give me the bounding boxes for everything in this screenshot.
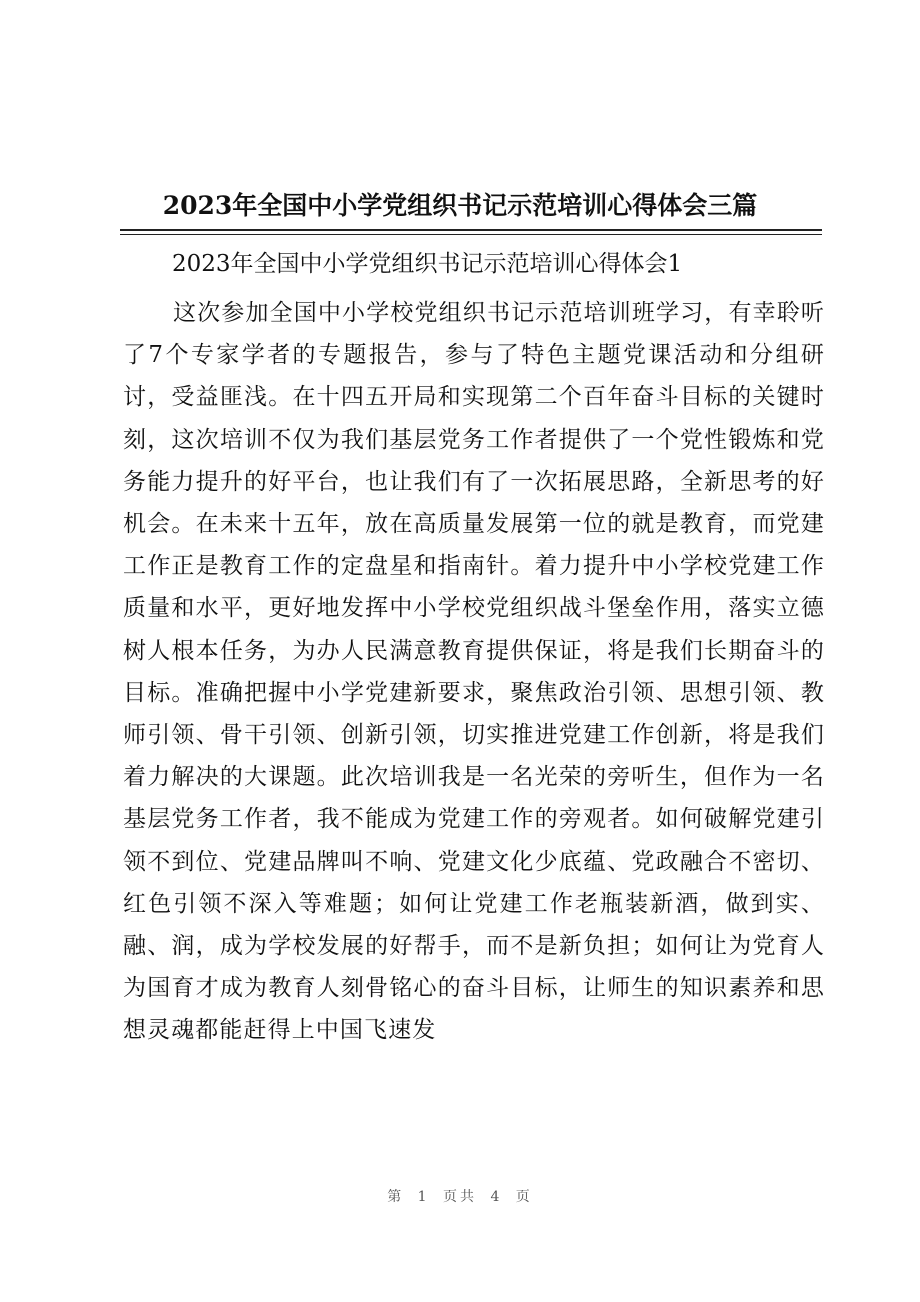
page-number-footer: 第 1 页共 4 页 [387, 1189, 533, 1205]
body-paragraph: 这次参加全国中小学校党组织书记示范培训班学习，有幸聆听了7个专家学者的专题报告，参与了特色主题党课活动和分组研讨，受益匪浅。在十四五开局和实现第二个百年奋斗目标的关键时刻，这次培训不仅为我们基层党务工作者提供了一个党性锻炼和党务能力提升的好平台，也让我们有了一次拓展思路，全新思考的好机会。在未来十五年，放在高质量发展第一位的就是教育，而党建工作正是教育工作的定盘星和指南针。着力提升中小学校党建工作质量和水平，更好地发挥中小学校党组织战斗堡垒作用，落实立德树人根本任务，为办人民满意教育提供保证，将是我们长期奋斗的目标。准确把握中小学党建新要求，聚焦政治引领、思想引领、教师引领、骨干引领、创新引领，切实推进党建工作创新，将是我们着力解决的大课题。此次培训我是一名光荣的旁听生，但作为一名基层党务工作者，我不能成为党建工作的旁观者。如何破解党建引领不到位、党建品牌叫不响、党建文化少底蕴、党政融合不密切、红色引领不深入等难题；如何让党建工作老瓶装新酒，做到实、融、润，成为学校发展的好帮手，而不是新负担；如何让为党育人 为国育才成为教育人刻骨铭心的奋斗目标，让师生的知识素养和思想灵魂都能赶得上中国飞速发 [123, 300, 825, 1044]
section-heading: 2023年全国中小学党组织书记示范培训心得体会1 [172, 251, 683, 277]
title-divider-thick [120, 229, 822, 231]
title-divider-thin [120, 234, 822, 235]
document-title: 2023年全国中小学党组织书记示范培训心得体会三篇 [162, 191, 758, 220]
